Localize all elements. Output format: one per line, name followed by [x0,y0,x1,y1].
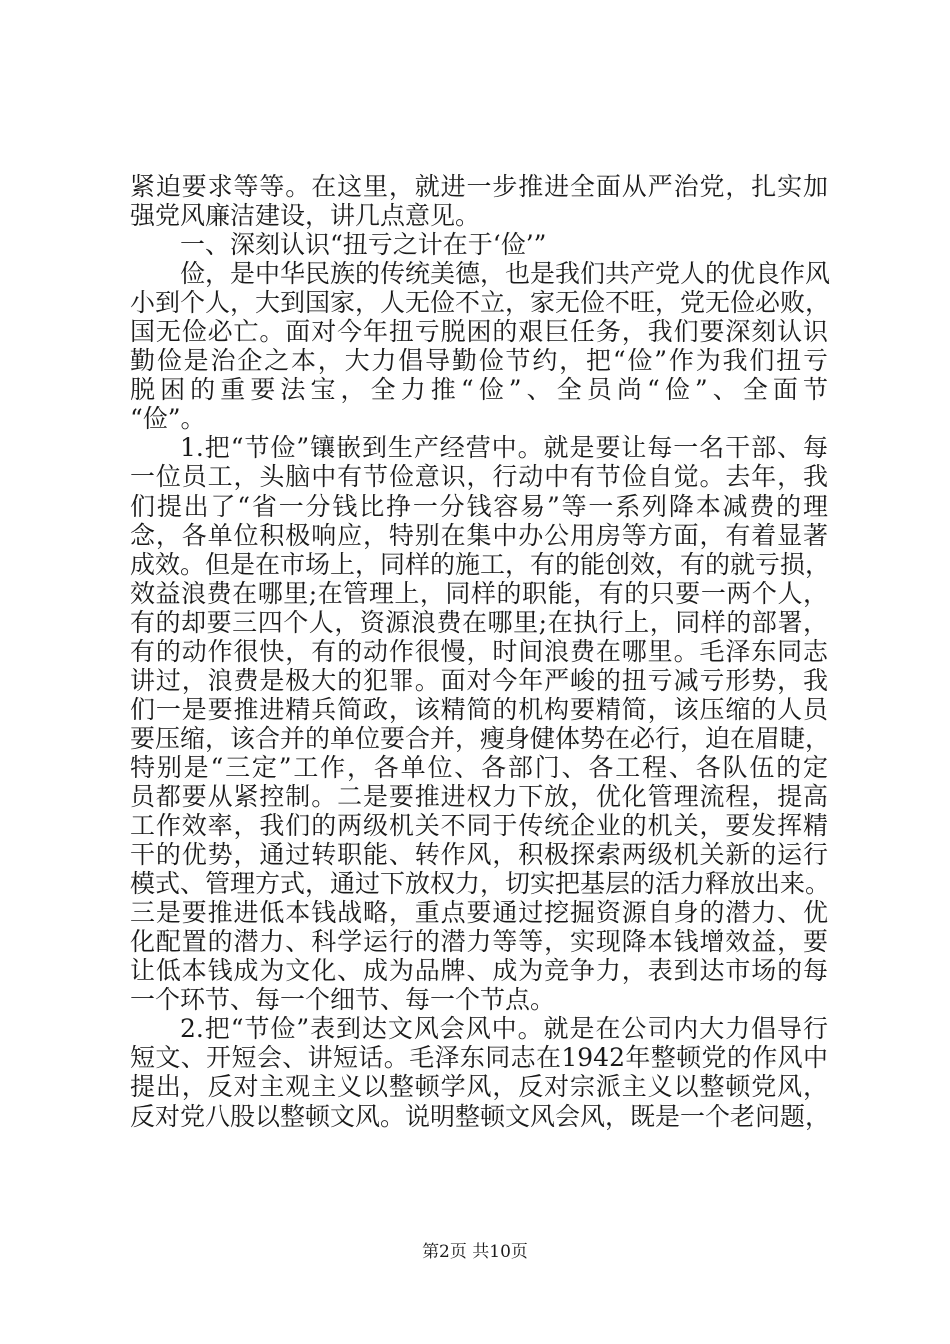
text-line: 紧迫要求等等。在这里，就进一步推进全面从严治党，扎实加 [130,172,828,201]
subsection-heading: 1.把“节俭”镶嵌到生产经营中。就是要让每一名干部、每 [180,433,828,463]
document-body [130,172,831,1131]
text-line: 干的优势，通过转职能、转作风，积极探索两级机关新的运行 [130,840,828,870]
text-line: 成效。但是在市场上，同样的施工，有的能创效，有的就亏损， [130,549,831,579]
text-line: 让低本钱成为文化、成为品牌、成为竞争力，表到达市场的每 [130,956,828,986]
text-line: 模式、管理方式，通过下放权力，切实把基层的活力释放出来。 [130,869,831,899]
text-line: 提出，反对主观主义以整顿学风，反对宗派主义以整顿党风， [130,1072,828,1102]
text-line: 三是要推进低本钱战略，重点要通过挖掘资源自身的潜力、优 [130,898,828,928]
text-line: 短文、开短会、讲短话。毛泽东同志在1942年整顿党的作风中 [130,1043,828,1073]
text-line: 要压缩，该合并的单位要合并，瘦身健体势在必行，迫在眉睫， [130,723,831,753]
text-line: 一个环节、每一个细节、每一个节点。 [130,985,556,1015]
text-line: 一位员工，头脑中有节俭意识，行动中有节俭自觉。去年，我 [130,462,828,492]
text-line: 强党风廉洁建设，讲几点意见。 [130,201,481,231]
text-line: “俭”。 [130,404,206,434]
text-line: 有的动作很快，有的动作很慢，时间浪费在哪里。毛泽东同志 [130,636,828,666]
text-line: 俭，是中华民族的传统美德，也是我们共产党人的优良作风 [180,259,831,289]
text-line: 勤俭是治企之本，大力倡导勤俭节约，把“俭”作为我们扭亏 [130,346,828,376]
section-heading: 一、深刻认识“扭亏之计在于‘俭’” [180,230,547,260]
text-line: 小到个人，大到国家，人无俭不立，家无俭不旺，党无俭必败， [130,288,831,318]
text-line: 效益浪费在哪里;在管理上，同样的职能，有的只要一两个人， [130,578,828,608]
text-line: 有的却要三四个人，资源浪费在哪里;在执行上，同样的部署， [130,607,828,637]
text-line: 们一是要推进精兵简政，该精简的机构要精简，该压缩的人员 [130,694,828,724]
text-line: 特别是“三定”工作，各单位、各部门、各工程、各队伍的定 [130,752,828,782]
text-line: 国无俭必亡。面对今年扭亏脱困的艰巨任务，我们要深刻认识 [130,317,828,347]
text-line: 们提出了“省一分钱比挣一分钱容易”等一系列降本减费的理 [130,491,828,521]
page-number-footer: 第2页 共10页 [422,1242,528,1262]
subsection-heading: 2.把“节俭”表到达文风会风中。就是在公司内大力倡导行 [180,1014,828,1044]
text-line: 反对党八股以整顿文风。说明整顿文风会风，既是一个老问题， [130,1101,831,1131]
text-line: 化配置的潜力、科学运行的潜力等等，实现降本钱增效益，要 [130,927,828,957]
text-line: 工作效率，我们的两级机关不同于传统企业的机关，要发挥精 [130,811,828,841]
text-line: 讲过，浪费是极大的犯罪。面对今年严峻的扭亏减亏形势，我 [130,665,828,695]
text-line: 脱困的重要法宝，全力推“俭”、全员尚“俭”、全面节 [130,375,828,405]
text-line: 员都要从紧控制。二是要推进权力下放，优化管理流程，提高 [130,781,828,811]
text-line: 念，各单位积极响应，特别在集中办公用房等方面，有着显著 [130,520,828,550]
